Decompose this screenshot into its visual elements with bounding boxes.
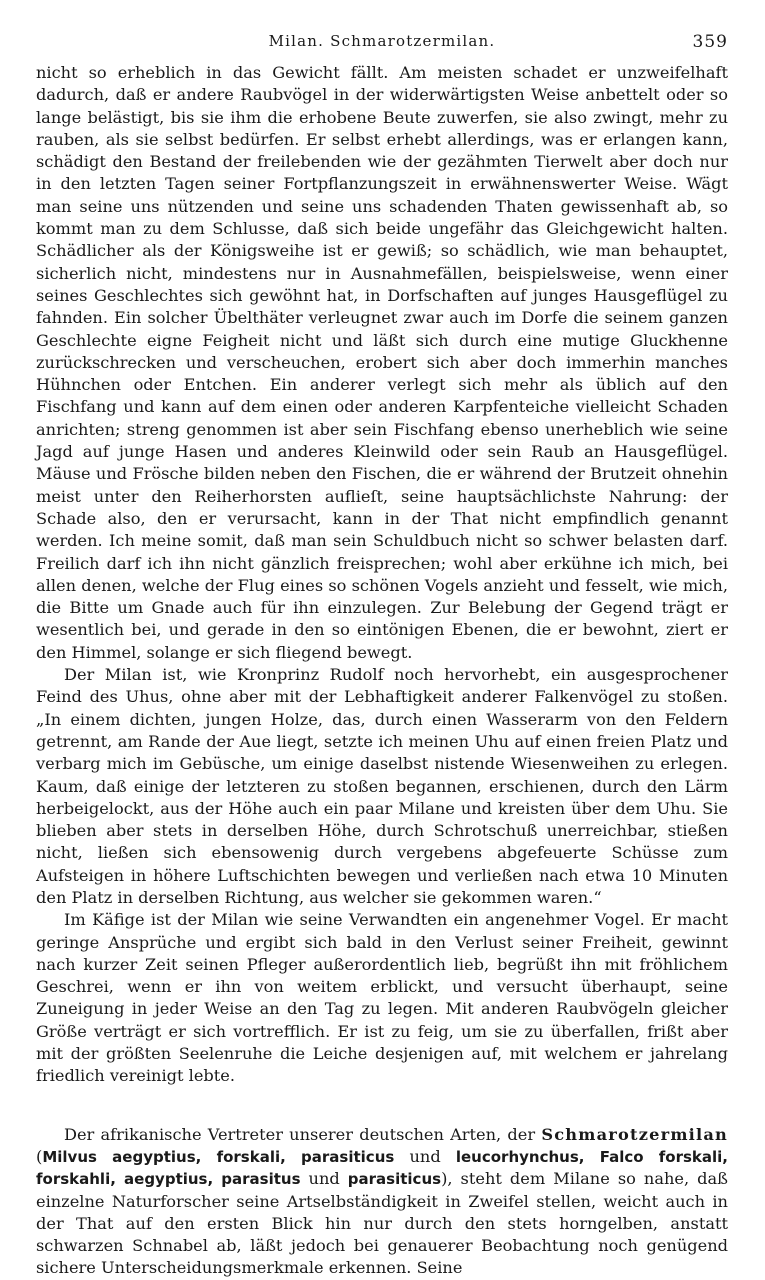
paragraph-4-text-3: und [394, 1146, 456, 1166]
paragraph-1: nicht so erheblich in das Gewicht fällt. Am meisten schadet er unzweifelhaft dadurch, daß er andere Raubvögel in der widerwärtigsten Weise anbettelt oder so lange belästigt, bis sie ihm die erhobene Beute zuwerfen, sie also zwingt, mehr zu rauben, als sie selbst bedürfen. Er selbst erhebt allerdings, was er erlangen kann, schädigt den Bestand der freilebenden wie der gezähmten Tierwelt aber doch nur in den letzten Tagen seiner Fortpflanzungszeit in erwähnenswerter Weise. Wägt man seine uns nützenden und seine uns schadenden Thaten gewissenhaft ab, so kommt man zu dem Schlusse, daß sich beide ungefähr das Gleichgewicht halten. Schädlicher als der Königsweihe ist er gewiß; so schädlich, wie man behauptet, sicherlich nicht, mindestens nur in Ausnahmefällen, beispielsweise, wenn einer seines Geschlechtes sich gewöhnt hat, in Dorfschaften auf junges Hausgeflügel zu fahnden. Ein solcher Übelthäter verleugnet zwar auch im Dorfe die seinem ganzen Geschlechte eigne Feigheit nicht und läßt sich durch eine mutige Gluckhenne zurückschrecken und verscheuchen, erobert sich aber doch immerhin manches Hühnchen oder Entchen. Ein anderer verlegt sich mehr als üblich auf den Fischfang und kann auf dem einen oder anderen Karpfenteiche vielleicht Schaden anrichten; streng genommen ist aber sein Fischfang ebenso unerheblich wie seine Jagd auf junge Hasen und anderes Kleinwild oder sein Raub an Hausgeflügel. Mäuse und Frösche bilden neben den Fischen, die er während der Brutzeit ohnehin meist unter den Reiherhorsten auflieſt, seine hauptsächlichste Nahrung: der Schade also, den er verursacht, kann in der That nicht empfindlich genannt werden. Ich meine somit, daß man sein Schuldbuch nicht so schwer belasten darf. Freilich darf ich ihn nicht gänzlich freisprechen; wohl aber erkühne ich mich, bei allen denen, welche der Flug eines so schönen Vogels anzieht und fesselt, wie mich, die Bitte um Gnade auch für ihn einzulegen. Zur Belebung der Gegend trägt er wesentlich bei, und gerade in den so eintönigen Ebenen, die er bewohnt, ziert er den Himmel, solange er sich fliegend bewegt. [36, 63, 728, 662]
paragraph-3: Im Käfige ist der Milan wie seine Verwandten ein angenehmer Vogel. Er macht geringe Ansprüche und ergibt sich bald in den Verlust seiner Freiheit, gewinnt nach kurzer Zeit seinen Pfleger außerordentlich lieb, begrüßt ihn mit fröhlichem Geschrei, wenn er ihn von weitem erblickt, und versucht überhaupt, seine Zuneigung in jeder Weise an den Tag zu legen. Mit anderen Raubvögeln gleicher Größe verträgt er sich vortrefflich. Er ist zu feig, um sie zu überfallen, frißt aber mit der größten Seelenruhe die Leiche desjenigen auf, mit welchem er jahrelang friedlich vereinigt lebte. [36, 910, 728, 1086]
latin-synonyms-1: Milvus aegyptius, forskali, parasiticus [42, 1147, 395, 1166]
paragraph-4-text-2: ( [36, 1146, 43, 1166]
paragraph-4-text-4: und [300, 1169, 348, 1189]
running-head [36, 22, 728, 62]
paragraph-4-text-5: ), steht dem Milane so nahe, daß einzelne Naturforscher seine Artselbständigkeit in Zweifel stellen, weicht auch in der That auf den ersten Blick hin nur durch den stets horngelben, anstatt schwarzen Schnabel ab, läßt jedoch bei genauerer Beobachtung noch genügend sichere Unterscheidungsmerkmale erkennen. Seine [36, 1169, 728, 1278]
paragraph-2: Der Milan ist, wie Kronprinz Rudolf noch hervorhebt, ein ausgesprochener Feind des Uhus, ohne aber mit der Lebhaftigkeit anderer Falkenvögel zu stoßen. „In einem dichten, jungen Holze, das, durch einen Wasserarm von den Feldern getrennt, am Rande der Aue liegt, setzte ich meinen Uhu auf einen freien Platz und verbarg mich im Gebüsche, um einige daselbst nistende Wiesenweihen zu erlegen. Kaum, daß einige der letzteren zu stoßen begannen, erschienen, durch den Lärm herbeigelockt, aus der Höhe auch ein paar Milane und kreisten über dem Uhu. Sie blieben aber stets in derselben Höhe, durch Schrotschuß unerreichbar, stießen nicht, ließen sich ebensowenig durch vergebens abgefeuerte Schüsse zum Aufsteigen in höhere Luftschichten bewegen und verließen nach etwa 10 Minuten den Platz in derselben Richtung, aus welcher sie gekommen waren.“ [36, 665, 728, 907]
species-name: Schmarotzermilan [541, 1124, 728, 1144]
book-page [36, 22, 729, 1278]
paragraph-4-text-1: Der afrikanische Vertreter unserer deutschen Arten, der [64, 1124, 542, 1144]
paragraph-4 [36, 1124, 728, 1280]
latin-synonyms-2: leucorhynchus, Falco forskali, forskahli, aegyptius, parasitus [36, 1147, 729, 1189]
latin-synonyms-3: parasiticus [347, 1170, 442, 1189]
page-number: 359 [692, 32, 728, 52]
running-title: Milan. Schmarotzermilan. [268, 32, 496, 50]
